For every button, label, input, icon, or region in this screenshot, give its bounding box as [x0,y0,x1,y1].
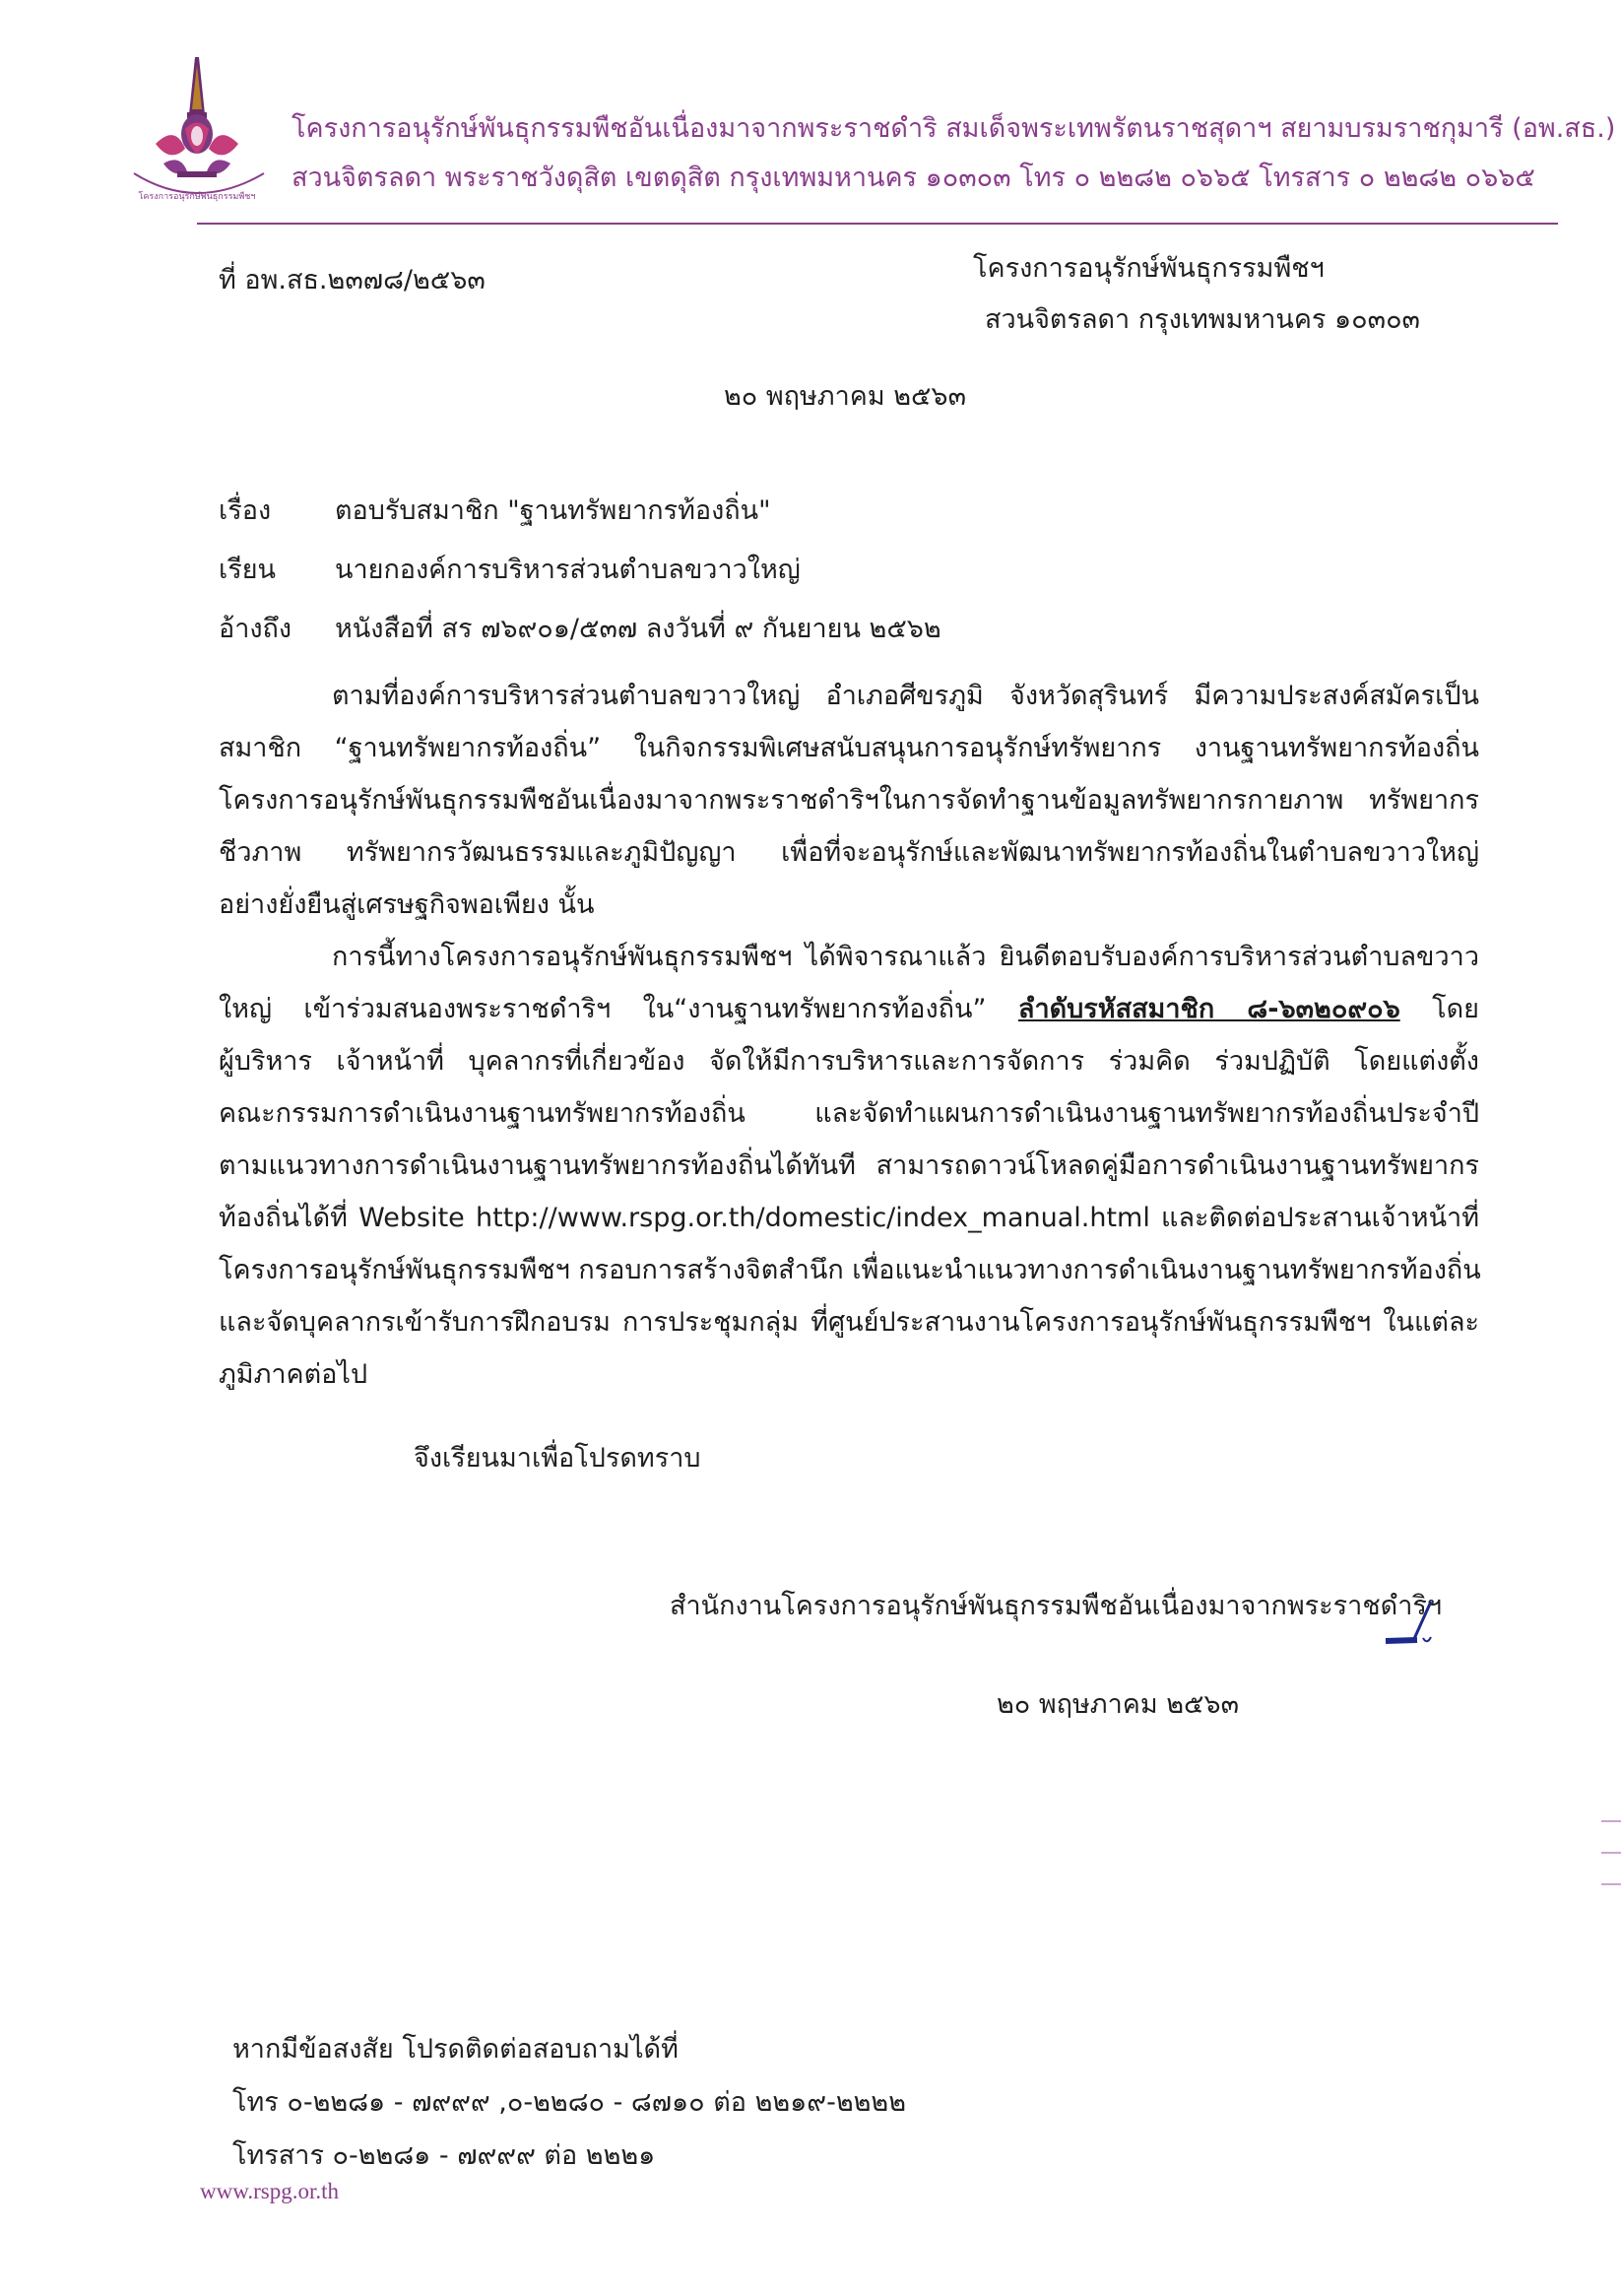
paragraph-2-line-2-end: โดย [1432,994,1479,1024]
subject-text: ตอบรับสมาชิก "ฐานทรัพยากรท้องถิ่น" [335,495,771,526]
recipient-text: นายกองค์การบริหารส่วนตำบลขวาวใหญ่ [335,555,801,585]
paragraph-2-line-2 [219,983,1479,1035]
rspg-logo [126,55,284,203]
letter-date: ๒๐ พฤษภาคม ๒๕๖๓ [724,381,967,412]
paragraph-1-line-3: โครงการอนุรักษ์พันธุกรรมพืชอันเนื่องมาจากพระราชดำริฯในการจัดทำฐานข้อมูลทรัพยากรกายภาพ ทรัพยากร [219,785,1479,816]
header-rule [197,223,1558,225]
reference-label: อ้างถึง [219,614,292,644]
sender-line-1: โครงการอนุรักษ์พันธุกรรมพืชฯ [973,253,1325,284]
edge-mark [1601,1852,1621,1854]
closing: จึงเรียนมาเพื่อโปรดทราบ [414,1443,701,1474]
paragraph-2-line-3: ผู้บริหาร เจ้าหน้าที่ บุคลากรที่เกี่ยวข้อง จัดให้มีการบริหารและการจัดการ ร่วมคิด ร่วมปฏิบัติ โดยแต่งตั้ง [219,1046,1479,1077]
paragraph-2-line-6: ท้องถิ่นได้ที่ Website http://www.rspg.or.th/domestic/index_manual.html และติดต่อประสานเจ้าหน้าที่ [219,1203,1479,1233]
paragraph-2-line-1: การนี้ทางโครงการอนุรักษ์พันธุกรรมพืชฯ ได้พิจารณาแล้ว ยินดีตอบรับองค์การบริหารส่วนตำบลขวาว [332,942,1479,972]
signature-mark [1384,1594,1453,1657]
sender-line-2: สวนจิตรลดา กรุงเทพมหานคร ๑๐๓๐๓ [985,304,1421,335]
footer-url: www.rspg.or.th [200,2179,339,2203]
edge-mark [1601,1883,1621,1885]
member-code: ลำดับรหัสสมาชิก ๘-๖๓๒๐๙๐๖ [1017,994,1400,1024]
contact-intro: หากมีข้อสงสัย โปรดติดต่อสอบถามได้ที่ [232,2034,679,2065]
header-line-1: โครงการอนุรักษ์พันธุกรรมพืชอันเนื่องมาจากพระราชดำริ สมเด็จพระเทพรัตนราชสุดาฯ สยามบรมราชกุมารี (อพ.สธ.) [292,113,1616,144]
contact-phone: โทร ๐-๒๒๘๑ - ๗๙๙๙ ,๐-๒๒๘๐ - ๘๗๑๐ ต่อ ๒๒๑๙-๒๒๒๒ [232,2087,907,2118]
reference-text: หนังสือที่ สร ๗๖๙๐๑/๕๓๗ ลงวันที่ ๙ กันยายน ๒๕๖๒ [335,614,941,644]
signatory: สำนักงานโครงการอนุรักษ์พันธุกรรมพืชอันเนื่องมาจากพระราชดำริฯ [670,1591,1443,1621]
paragraph-2-line-5: ตามแนวทางการดำเนินงานฐานทรัพยากรท้องถิ่นได้ทันที สามารถดาวน์โหลดคู่มือการดำเนินงานฐานทรัพยากร [219,1150,1479,1181]
svg-text:โครงการอนุรักษ์พันธุกรรมพืชฯ: โครงการอนุรักษ์พันธุกรรมพืชฯ [138,192,256,202]
paragraph-2-line-4: คณะกรรมการดำเนินงานฐานทรัพยากรท้องถิ่น และจัดทำแผนการดำเนินงานฐานทรัพยากรท้องถิ่นประจำปี [219,1098,1479,1129]
recipient-label: เรียน [219,555,277,585]
paragraph-2-line-7: โครงการอนุรักษ์พันธุกรรมพืชฯ กรอบการสร้างจิตสำนึก เพื่อแนะนำแนวทางการดำเนินงานฐานทรัพยากรท้องถิ่น [219,1255,1481,1285]
paragraph-1-line-5: อย่างยั่งยืนสู่เศรษฐกิจพอเพียง นั้น [219,889,595,920]
header-line-2: สวนจิตรลดา พระราชวังดุสิต เขตดุสิต กรุงเทพมหานคร ๑๐๓๐๓ โทร ๐ ๒๒๘๒ ๐๖๖๕ โทรสาร ๐ ๒๒๘๒ ๐๖๖๕ [292,163,1535,193]
paragraph-2-line-8: และจัดบุคลากรเข้ารับการฝึกอบรม การประชุมกลุ่ม ที่ศูนย์ประสานงานโครงการอนุรักษ์พันธุกรรมพืชฯ ในแต่ละ [219,1307,1479,1338]
edge-mark [1601,1820,1621,1822]
reference-number: ที่ อพ.สธ.๒๓๗๘/๒๕๖๓ [219,265,486,295]
subject-label: เรื่อง [219,495,272,526]
sign-date: ๒๐ พฤษภาคม ๒๕๖๓ [997,1689,1240,1720]
paragraph-1-line-4: ชีวภาพ ทรัพยากรวัฒนธรรมและภูมิปัญญา เพื่อที่จะอนุรักษ์และพัฒนาทรัพยากรท้องถิ่นในตำบลขวาวใหญ่ [219,837,1479,868]
contact-fax: โทรสาร ๐-๒๒๘๑ - ๗๙๙๙ ต่อ ๒๒๒๑ [232,2140,656,2171]
letter-body [219,670,1479,1401]
paragraph-1-line-1: ตามที่องค์การบริหารส่วนตำบลขวาวใหญ่ อำเภอศีขรภูมิ จังหวัดสุรินทร์ มีความประสงค์สมัครเป็น [332,681,1479,711]
paragraph-1-line-2: สมาชิก “ฐานทรัพยากรท้องถิ่น” ในกิจกรรมพิเศษสนับสนุนการอนุรักษ์ทรัพยากร งานฐานทรัพยากรท้องถิ่น [219,733,1479,763]
paragraph-2-line-9: ภูมิภาคต่อไป [219,1359,368,1390]
paragraph-2-line-2-start: ใหญ่ เข้าร่วมสนองพระราชดำริฯ ใน“งานฐานทรัพยากรท้องถิ่น” [219,994,987,1024]
